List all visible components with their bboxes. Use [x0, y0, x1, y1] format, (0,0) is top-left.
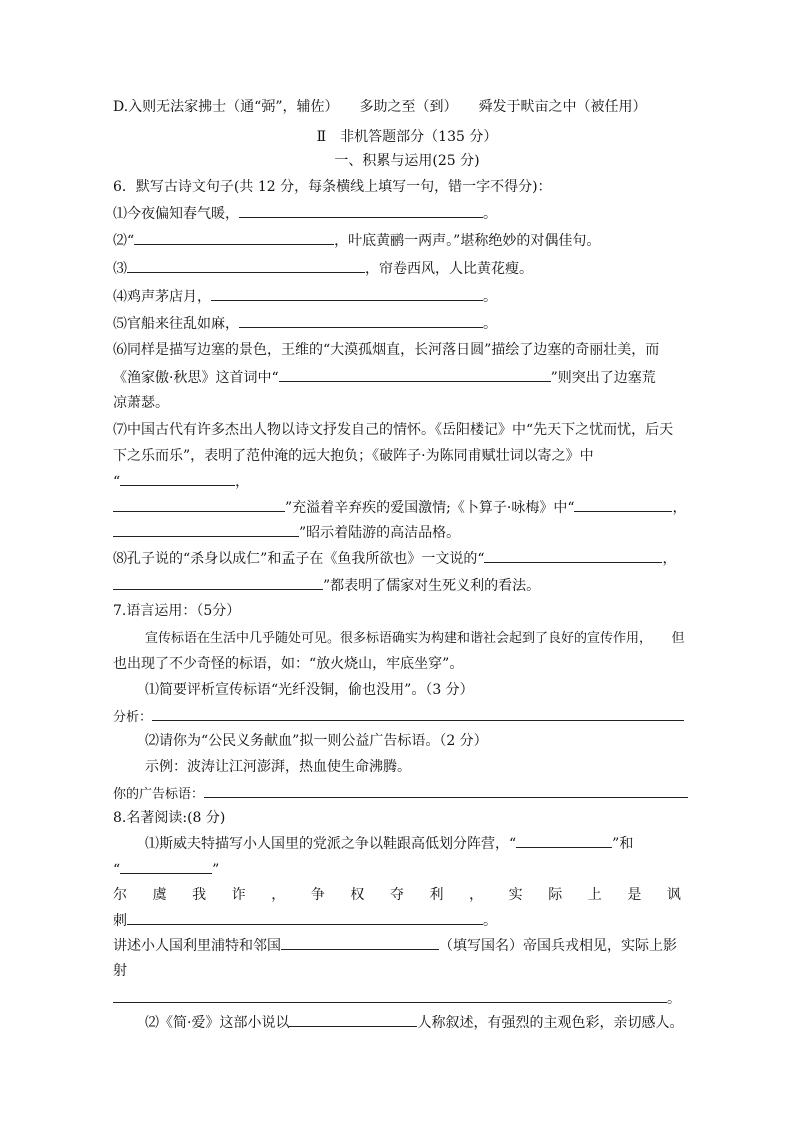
answer-blank[interactable] [484, 548, 662, 563]
answer-blank[interactable] [204, 783, 688, 798]
answer-blank[interactable] [120, 859, 212, 874]
answer-blank[interactable] [127, 910, 483, 925]
answer-blank[interactable] [239, 203, 483, 218]
q8-line-1: ⑴斯威夫特描写小人国里的党派之争以鞋跟高低划分阵营，“ ”和 [145, 833, 633, 854]
q6-line-7a: ⑺中国古代有许多杰出人物以诗文抒发自己的情怀。《岳阳楼记》中“先天下之忧而忧，后天 [113, 422, 674, 438]
q6-line-6c: 凉萧瑟。 [113, 395, 169, 411]
q6-line-7c: “ ， [113, 471, 249, 492]
q7-intro-1: 宣传标语在生活中几乎随处可见。很多标语确实为构建和谐社会起到了良好的宣传作用， 但 [145, 631, 685, 646]
answer-blank[interactable] [281, 935, 439, 950]
q6-line-7e: ”昭示着陆游的高洁品格。 [113, 522, 460, 543]
part-title: Ⅱ 非机答题部分（135 分） [316, 129, 498, 145]
q6-line-8b: ”都表明了儒家对生死义利的看法。 [113, 575, 540, 596]
answer-blank[interactable] [516, 833, 612, 848]
answer-blank[interactable] [113, 522, 299, 537]
q6-line-6b: 《渔家傲·秋思》这首词中“ ”则突出了边塞荒 [113, 367, 656, 388]
q7-example: 示例：波涛让江河澎湃，热血使生命沸腾。 [145, 759, 411, 775]
q8-line-7: ⑵《简·爱》这部小说以 人称叙述，有强烈的主观色彩，亲切感人。 [145, 1012, 683, 1033]
q6-line-5: ⑸官船来往乱如麻， 。 [113, 313, 497, 334]
q7-sub-2: ⑵请你为“公民义务献血”拟一则公益广告标语。（2 分） [145, 733, 488, 749]
q7-sub-1: ⑴简要评析宣传标语“光纤没铜，偷也没用”。（3 分） [145, 682, 474, 698]
answer-blank[interactable] [574, 497, 672, 512]
q6-line-1: ⑴今夜偏知春气暖， 。 [113, 203, 497, 224]
q7-title: 7.语言运用：（5分） [113, 603, 241, 619]
answer-blank[interactable] [113, 988, 667, 1003]
q6-line-7d: ”充溢着辛弃疾的爱国激情;《卜算子·咏梅》中“ ， [113, 497, 686, 518]
q8-line-3: 刺 。 [113, 910, 497, 931]
q7-slogan-line: 你的广告标语： [113, 783, 688, 805]
answer-blank[interactable] [113, 497, 285, 512]
answer-blank[interactable] [134, 230, 334, 245]
answer-blank[interactable] [113, 575, 323, 590]
q6-line-4: ⑷鸡声茅店月， 。 [113, 286, 497, 307]
q8-title: 8.名著阅读:(8 分) [113, 810, 226, 826]
option-d: D.入则无法家拂士（通“弼”，辅佐） 多助之至（到） 舜发于畎亩之中（被任用） [113, 99, 647, 115]
q8-line-5: 射 [113, 963, 127, 979]
q8-spread-line: 尔 虞 我 诈 ， 争 权 夺 利 ， 实 际 上 是 讽 [113, 887, 681, 903]
q6-line-7b: 下之乐而乐”，表明了范仲淹的远大抱负；《破阵子·为陈同甫赋壮词以寄之》中 [113, 448, 594, 464]
q8-line-6: 。 [113, 988, 681, 1009]
answer-blank[interactable] [279, 367, 551, 382]
answer-blank[interactable] [120, 471, 235, 486]
answer-blank[interactable] [289, 1012, 417, 1027]
q6-line-3: ⑶ ，帘卷西风，人比黄花瘦。 [113, 258, 533, 279]
answer-blank[interactable] [239, 313, 483, 328]
answer-blank[interactable] [211, 286, 483, 301]
answer-blank[interactable] [152, 706, 684, 721]
q8-line-2: “ ” [113, 859, 219, 880]
q6-line-2: ⑵“ ，叶底黄鹂一两声。”堪称绝妙的对偶佳句。 [113, 230, 600, 251]
q7-intro-2: 也出现了不少奇怪的标语，如：“放火烧山，牢底坐穿”。 [113, 656, 464, 672]
q6-line-6a: ⑹同样是描写边塞的景色，王维的“大漠孤烟直，长河落日圆”描绘了边塞的奇丽壮美，而 [113, 342, 660, 358]
q6-title: 6．默写古诗文句子(共 12 分，每条横线上填写一句，错一字不得分)： [113, 179, 552, 195]
q7-analysis-line: 分析： [113, 706, 684, 728]
q8-line-4: 讲述小人国利里浦特和邻国 （填写国名）帝国兵戎相见，实际上影 [113, 935, 677, 956]
answer-blank[interactable] [127, 258, 365, 273]
q6-line-8a: ⑻孔子说的“杀身以成仁”和孟子在《鱼我所欲也》一文说的“ ， [113, 548, 676, 569]
section-title: 一、积累与运用(25 分) [334, 153, 480, 169]
